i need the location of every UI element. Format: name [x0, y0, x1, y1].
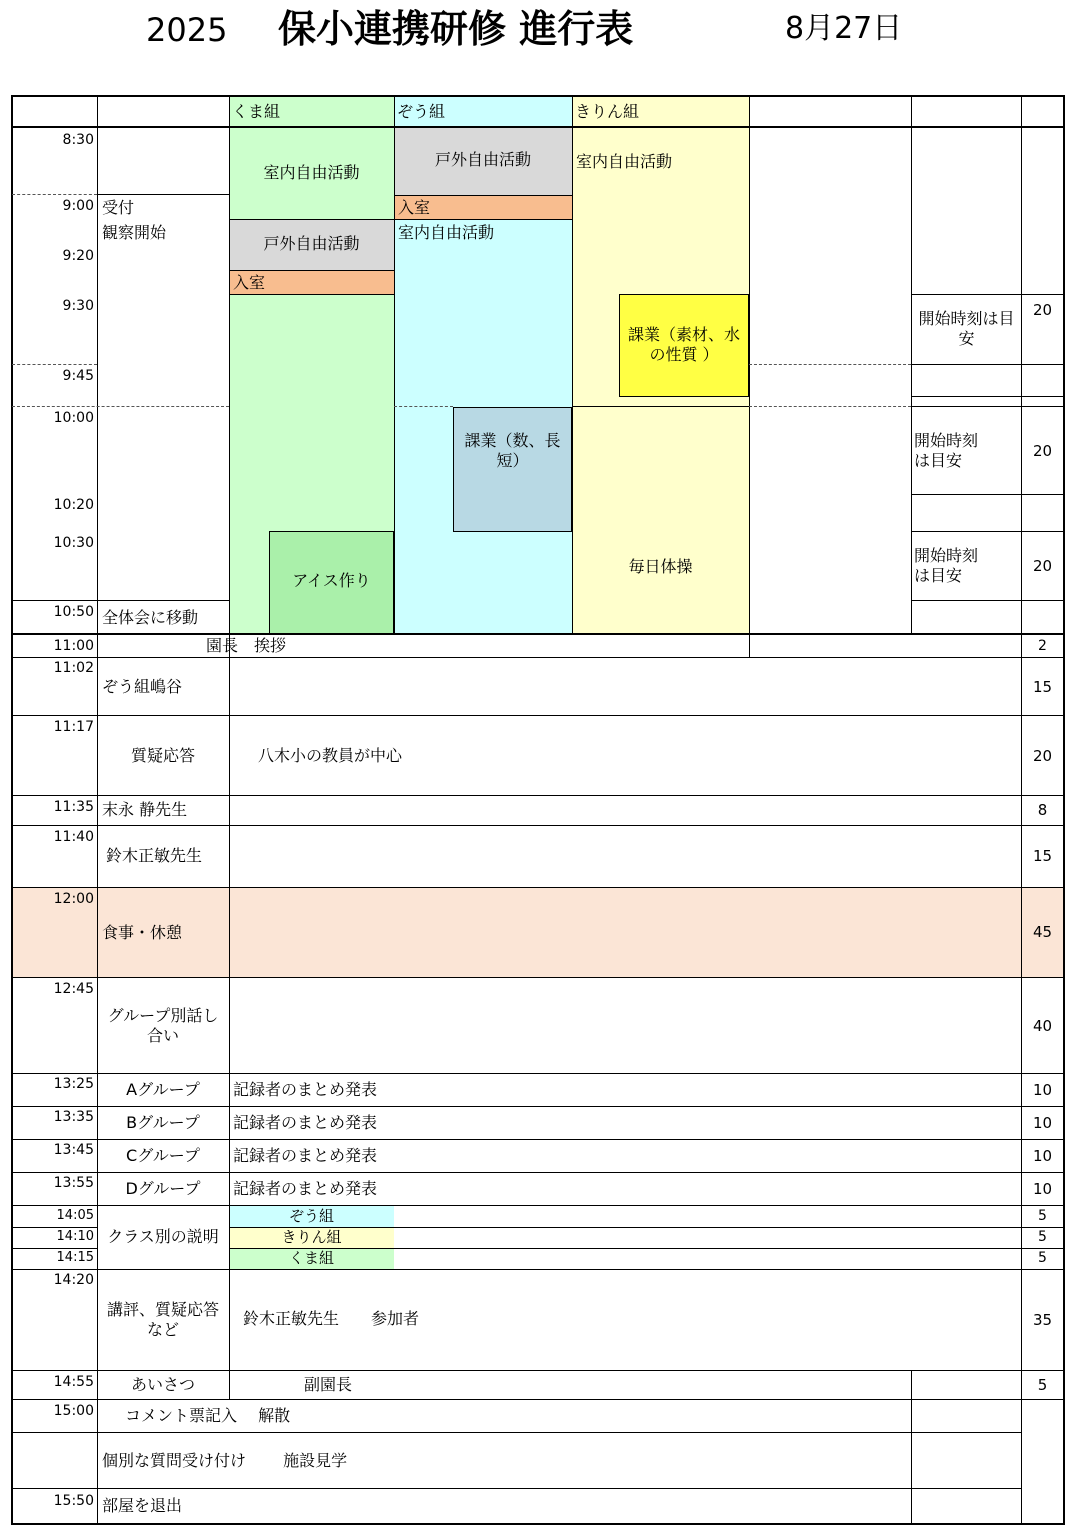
vline-zou — [394, 96, 395, 634]
dur-1200: 45 — [1032, 923, 1053, 941]
aisatsu-label: あいさつ — [130, 1375, 195, 1394]
group-c-content: 記録者のまとめ発表 — [233, 1146, 378, 1165]
line-1455 — [12, 1370, 1064, 1371]
dash-945 — [12, 364, 97, 365]
vline-kirin-end — [749, 96, 750, 657]
class-explain-zou: ぞう組 — [288, 1207, 334, 1225]
aisatsu-content: 副園長 — [304, 1375, 353, 1394]
time-1405: 14:05 — [56, 1208, 94, 1223]
group-b-label: Bグループ — [126, 1113, 200, 1132]
group-d-content: 記録者のまとめ発表 — [233, 1179, 378, 1198]
group-a-label: Aグループ — [126, 1080, 200, 1099]
class-explain-label: クラス別の説明 — [107, 1227, 219, 1246]
time-1355: 13:55 — [53, 1175, 94, 1191]
encho-aisatsu: 園長 挨拶 — [206, 636, 287, 655]
time-1420: 14:20 — [53, 1272, 94, 1288]
dash-1000-right — [749, 406, 911, 407]
group-d-label: Dグループ — [125, 1179, 201, 1198]
dur-1455: 5 — [1037, 1376, 1048, 1394]
time-1030: 10:30 — [53, 535, 94, 551]
dur-1410: 5 — [1038, 1229, 1047, 1245]
class-header-kirin: きりん組 — [575, 102, 640, 121]
time-1245: 12:45 — [53, 981, 94, 997]
kohyo-label: 講評、質疑応答など — [106, 1300, 219, 1339]
note-start-3: 開始時刻は目安 — [914, 546, 979, 585]
time-1410: 14:10 — [56, 1229, 94, 1244]
dur-1117: 20 — [1032, 747, 1053, 765]
note-line-7 — [911, 600, 1064, 601]
line-1325 — [12, 1073, 1064, 1074]
group-b-content: 記録者のまとめ発表 — [233, 1113, 378, 1132]
time-1135: 11:35 — [53, 799, 94, 815]
note-line-2 — [911, 364, 1064, 365]
zou-kadai: 課業（数、長短） — [464, 431, 561, 470]
line-kuma-outdoor — [229, 270, 394, 271]
line-zou-nyushitsu — [394, 219, 572, 220]
uketsuke: 受付 — [102, 198, 135, 217]
kobetsu-shitsumon: 個別な質問受け付け 施設見学 — [102, 1451, 348, 1470]
dur-1135: 8 — [1037, 801, 1048, 819]
zou-nyushitsu: 入室 — [398, 198, 431, 217]
date: 8月27日 — [785, 11, 903, 46]
time-1335: 13:35 — [53, 1109, 94, 1125]
class-header-kuma: くま組 — [232, 102, 281, 121]
class-explain-kirin: きりん組 — [281, 1228, 342, 1246]
time-930: 9:30 — [62, 298, 94, 314]
dur-1345: 10 — [1032, 1147, 1053, 1165]
time-1500: 15:00 — [53, 1403, 94, 1419]
time-1100: 11:00 — [53, 638, 94, 654]
class-explain-kuma: くま組 — [288, 1249, 334, 1267]
dash-900 — [12, 194, 97, 195]
lunch-label: 食事・休憩 — [102, 923, 183, 942]
kirin-indoor: 室内自由活動 — [576, 152, 673, 171]
line-kuma-nyushitsu — [229, 294, 394, 295]
note-start-2: 開始時刻は目安 — [914, 431, 979, 470]
line-1355 — [12, 1172, 1064, 1173]
vline-note — [911, 96, 912, 634]
time-1102: 11:02 — [53, 660, 94, 676]
line-1500 — [12, 1399, 1064, 1400]
dash-945-right — [749, 364, 911, 365]
kohyo-content: 鈴木正敏先生 参加者 — [243, 1309, 420, 1328]
kuma-indoor: 室内自由活動 — [263, 163, 360, 182]
line-1135 — [12, 795, 1064, 796]
group-discussion-label: グループ別話し合い — [107, 1006, 219, 1045]
dur-morning-1: 20 — [1032, 301, 1053, 319]
shitsugi-content: 八木小の教員が中心 — [258, 746, 403, 765]
shitsugi-label: 質疑応答 — [130, 746, 195, 765]
time-900: 9:00 — [62, 198, 94, 214]
suenaga-label: 末永 静先生 — [102, 800, 188, 819]
line-kuma-indoor — [229, 219, 394, 220]
time-1000: 10:00 — [53, 410, 94, 426]
line-1140 — [12, 825, 1064, 826]
line-zou-outdoor — [394, 195, 572, 196]
kansatsu: 観察開始 — [102, 223, 167, 242]
time-1455: 14:55 — [53, 1374, 94, 1390]
time-920: 9:20 — [62, 248, 94, 264]
note-line-6 — [911, 531, 1064, 532]
note-line-3 — [911, 396, 1064, 397]
note-start-1: 開始時刻は目安 — [918, 309, 1015, 348]
line-1420 — [12, 1269, 1064, 1270]
morning-end-line — [11, 633, 1065, 635]
zou-outdoor: 戸外自由活動 — [434, 150, 531, 169]
dur-1102: 15 — [1032, 678, 1053, 696]
dur-morning-3: 20 — [1032, 557, 1053, 575]
line-1415 — [12, 1248, 97, 1249]
suzuki-label: 鈴木正敏先生 — [106, 846, 203, 865]
dur-1405: 5 — [1038, 1208, 1047, 1224]
line-1102 — [12, 657, 1064, 658]
time-1020: 10:20 — [53, 497, 94, 513]
kuma-nyushitsu: 入室 — [233, 273, 266, 292]
comment-kaisan: コメント票記入 解散 — [125, 1406, 291, 1425]
zou-indoor: 室内自由活動 — [398, 223, 495, 242]
note-line-5 — [911, 494, 1064, 495]
zou-shimatani: ぞう組嶋谷 — [102, 677, 183, 696]
time-1345: 13:45 — [53, 1142, 94, 1158]
line-kobetsu — [12, 1432, 1021, 1433]
time-1140: 11:40 — [53, 829, 94, 845]
line-kirin-1000 — [572, 406, 749, 407]
group-a-content: 記録者のまとめ発表 — [233, 1080, 378, 1099]
time-945: 9:45 — [62, 368, 94, 384]
line-1335 — [12, 1106, 1064, 1107]
group-c-label: Cグループ — [126, 1146, 200, 1165]
class-header-zou: ぞう組 — [397, 102, 446, 121]
dur-1100: 2 — [1038, 638, 1047, 654]
note-line-1 — [911, 294, 1064, 295]
time-1415: 14:15 — [56, 1250, 94, 1265]
line-1117 — [12, 715, 1064, 716]
line-time-900 — [97, 194, 229, 195]
exit-room: 部屋を退出 — [102, 1496, 183, 1515]
kuma-outdoor: 戸外自由活動 — [263, 234, 360, 253]
dur-1245: 40 — [1032, 1017, 1053, 1035]
vline-kirin — [572, 96, 573, 634]
line-1050 — [12, 600, 229, 601]
dur-1420: 35 — [1032, 1311, 1053, 1329]
time-1325: 13:25 — [53, 1076, 94, 1092]
dur-1355: 10 — [1032, 1180, 1053, 1198]
dur-1140: 15 — [1032, 847, 1053, 865]
vline-time — [97, 96, 98, 1524]
dur-morning-2: 20 — [1032, 442, 1053, 460]
header-row-line — [11, 126, 1065, 128]
line-1245 — [12, 977, 1064, 978]
line-1410 — [12, 1227, 97, 1228]
line-1345 — [12, 1139, 1064, 1140]
time-1050: 10:50 — [53, 604, 94, 620]
move-to-assembly: 全体会に移動 — [102, 608, 199, 627]
dash-1000 — [12, 406, 229, 407]
line-1550 — [12, 1488, 1021, 1489]
kuma-ice: アイス作り — [292, 571, 371, 590]
dur-1325: 10 — [1032, 1081, 1053, 1099]
dur-1415: 5 — [1038, 1250, 1047, 1266]
kirin-taiso: 毎日体操 — [628, 557, 693, 576]
note-line-4 — [911, 406, 1064, 407]
time-1550: 15:50 — [53, 1493, 94, 1509]
kirin-kadai: 課業（素材、水の性質 ） — [627, 325, 740, 364]
page-title: 保小連携研修 進行表 — [278, 7, 634, 51]
time-1200: 12:00 — [53, 891, 94, 907]
dash-1000-zou — [394, 406, 453, 407]
time-830: 8:30 — [62, 132, 94, 148]
vline-note-late — [911, 1370, 912, 1524]
vline-content — [229, 657, 230, 1399]
line-1405 — [12, 1205, 1064, 1206]
year: 2025 — [146, 11, 228, 49]
time-1117: 11:17 — [53, 719, 94, 735]
dur-1335: 10 — [1032, 1114, 1053, 1132]
line-1200 — [12, 887, 1064, 888]
